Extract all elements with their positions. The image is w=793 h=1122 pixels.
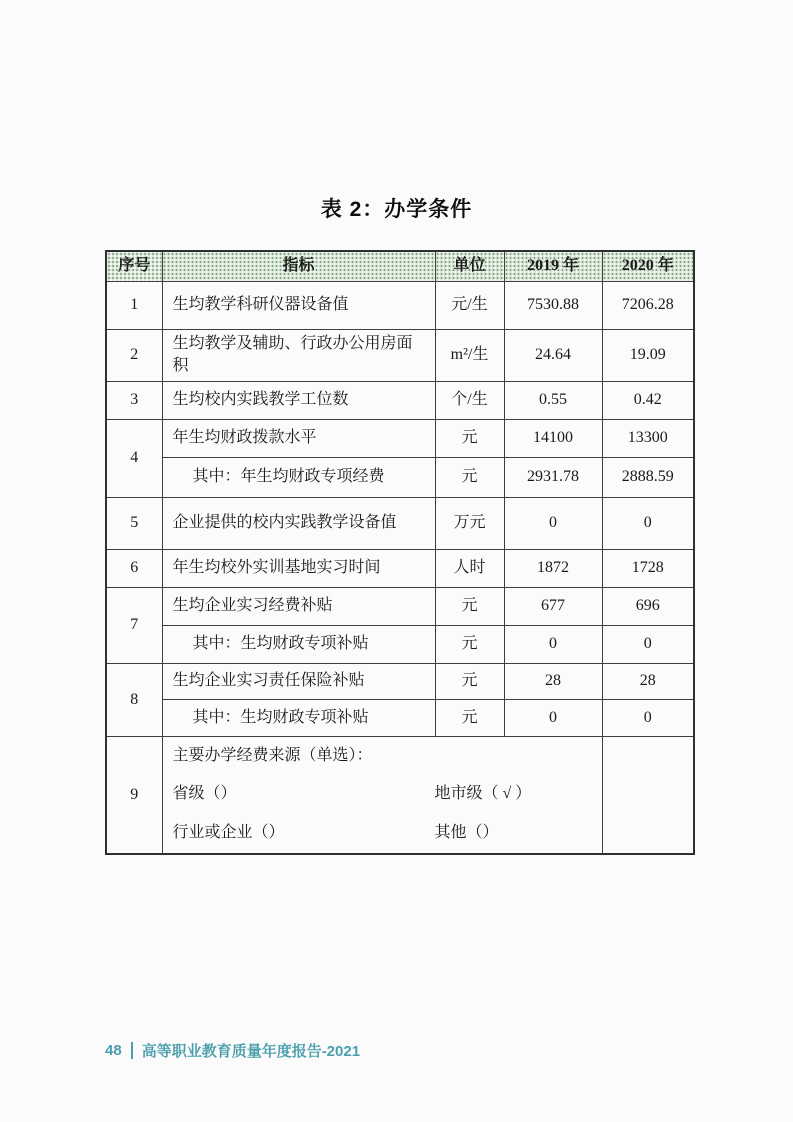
row-number: 6 bbox=[106, 549, 162, 587]
value-2020: 1728 bbox=[602, 549, 694, 587]
value-2019: 0 bbox=[504, 625, 602, 663]
footer-report-title: 高等职业教育质量年度报告-2021 bbox=[141, 1043, 361, 1060]
option-industry: 行业或企业（） bbox=[172, 823, 285, 841]
row-number: 5 bbox=[106, 497, 162, 549]
table-subrow bbox=[106, 625, 694, 663]
funding-source-cell bbox=[162, 736, 602, 854]
value-2020: 28 bbox=[602, 663, 694, 699]
table-row bbox=[106, 549, 694, 587]
col-header-no: 序号 bbox=[106, 251, 162, 281]
row-number: 9 bbox=[106, 736, 162, 854]
unit-cell: 人时 bbox=[435, 549, 504, 587]
row-number: 8 bbox=[106, 663, 162, 736]
row-number: 7 bbox=[106, 587, 162, 663]
row-number: 3 bbox=[106, 381, 162, 419]
indicator-cell: 其中：生均财政专项补贴 bbox=[162, 625, 435, 663]
col-header-2019: 2019 年 bbox=[504, 251, 602, 281]
value-2019: 2931.78 bbox=[504, 457, 602, 497]
value-2019: 24.64 bbox=[504, 329, 602, 381]
row-number: 1 bbox=[106, 281, 162, 329]
unit-cell: 元 bbox=[435, 419, 504, 457]
indicator-cell: 生均教学科研仪器设备值 bbox=[162, 281, 435, 329]
indicator-cell: 年生均校外实训基地实习时间 bbox=[162, 549, 435, 587]
indicator-cell: 其中：生均财政专项补贴 bbox=[162, 699, 435, 736]
table-row bbox=[106, 663, 694, 699]
value-2020: 0.42 bbox=[602, 381, 694, 419]
table-row bbox=[106, 281, 694, 329]
table-subrow bbox=[106, 457, 694, 497]
value-2019: 28 bbox=[504, 663, 602, 699]
funding-option-line bbox=[173, 783, 592, 805]
unit-cell: 元 bbox=[435, 587, 504, 625]
unit-cell: m²/生 bbox=[435, 329, 504, 381]
footer-divider bbox=[131, 1042, 133, 1059]
indicator-cell: 其中：年生均财政专项经费 bbox=[162, 457, 435, 497]
value-2020: 696 bbox=[602, 587, 694, 625]
value-2020: 0 bbox=[602, 497, 694, 549]
unit-cell: 个/生 bbox=[435, 381, 504, 419]
unit-cell: 元 bbox=[435, 699, 504, 736]
unit-cell: 万元 bbox=[435, 497, 504, 549]
unit-cell: 元 bbox=[435, 663, 504, 699]
funding-option-line bbox=[173, 822, 592, 844]
indicator-cell: 生均企业实习责任保险补贴 bbox=[162, 663, 435, 699]
unit-cell: 元/生 bbox=[435, 281, 504, 329]
value-2020: 2888.59 bbox=[602, 457, 694, 497]
table-row bbox=[106, 587, 694, 625]
row-number: 4 bbox=[106, 419, 162, 497]
value-2020: 0 bbox=[602, 625, 694, 663]
table-subrow bbox=[106, 699, 694, 736]
table-row bbox=[106, 497, 694, 549]
option-other: 其他（） bbox=[434, 823, 499, 841]
value-2019: 1872 bbox=[504, 549, 602, 587]
value-2019: 0 bbox=[504, 497, 602, 549]
value-2019: 0.55 bbox=[504, 381, 602, 419]
indicator-cell: 生均教学及辅助、行政办公用房面积 bbox=[162, 329, 435, 381]
page-footer bbox=[105, 1040, 360, 1061]
value-2019: 14100 bbox=[504, 419, 602, 457]
value-2020: 0 bbox=[602, 699, 694, 736]
col-header-2020: 2020 年 bbox=[602, 251, 694, 281]
option-city-checked: 地市级（ √ ） bbox=[434, 785, 532, 803]
indicator-cell: 年生均财政拨款水平 bbox=[162, 419, 435, 457]
school-conditions-table bbox=[105, 250, 695, 855]
page-number: 48 bbox=[105, 1042, 122, 1059]
indicator-cell: 生均校内实践教学工位数 bbox=[162, 381, 435, 419]
value-2020: 19.09 bbox=[602, 329, 694, 381]
row-number: 2 bbox=[106, 329, 162, 381]
unit-cell: 元 bbox=[435, 625, 504, 663]
indicator-cell: 企业提供的校内实践教学设备值 bbox=[162, 497, 435, 549]
table-row bbox=[106, 419, 694, 457]
option-province: 省级（） bbox=[172, 785, 237, 803]
funding-source-row bbox=[106, 736, 694, 854]
table-row bbox=[106, 381, 694, 419]
value-2019: 677 bbox=[504, 587, 602, 625]
unit-cell: 元 bbox=[435, 457, 504, 497]
value-2019: 7530.88 bbox=[504, 281, 602, 329]
table-row bbox=[106, 329, 694, 381]
funding-source-heading: 主要办学经费来源（单选）： bbox=[172, 746, 373, 764]
value-2020: 13300 bbox=[602, 419, 694, 457]
indicator-cell: 生均企业实习经费补贴 bbox=[162, 587, 435, 625]
value-2020: 7206.28 bbox=[602, 281, 694, 329]
col-header-unit: 单位 bbox=[435, 251, 504, 281]
value-2019: 0 bbox=[504, 699, 602, 736]
col-header-indicator: 指标 bbox=[162, 251, 435, 281]
empty-cell bbox=[602, 736, 694, 854]
table-title: 表 2：办学条件 bbox=[320, 198, 473, 221]
header-row bbox=[106, 251, 694, 281]
